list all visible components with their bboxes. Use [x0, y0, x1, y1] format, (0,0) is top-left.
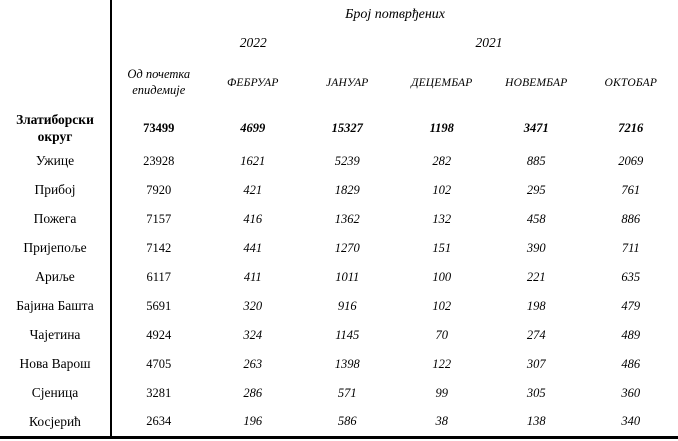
col-header-novembar: НОВЕМБАР	[505, 77, 568, 89]
cell-decembar: 102	[432, 183, 452, 197]
cell-novembar: 295	[526, 183, 546, 197]
cell-cumulative-total: 7157	[146, 212, 172, 226]
table-title: Број потврђених	[345, 7, 445, 22]
cell-decembar: 282	[432, 154, 452, 168]
table-header	[0, 0, 678, 110]
col-header-januar: ЈАНУАР	[325, 77, 369, 89]
cell-januar: 1829	[334, 183, 360, 197]
row-label: Бајина Башта	[0, 292, 111, 321]
cell-oktobar: 340	[621, 414, 641, 429]
cell-cumulative-total: 5691	[146, 299, 172, 313]
table-row	[0, 147, 678, 176]
cell-novembar: 458	[526, 212, 546, 226]
cell-novembar: 3471	[523, 121, 549, 135]
cell-februar: 421	[243, 183, 263, 197]
cell-januar: 1398	[334, 357, 360, 371]
corner-cell	[0, 0, 111, 30]
corner-cell	[0, 30, 111, 56]
row-label: Ужице	[0, 147, 111, 176]
corner-cell	[0, 56, 111, 110]
cell-novembar: 138	[526, 414, 546, 429]
cell-februar: 320	[243, 299, 263, 313]
cell-cumulative-total: 2634	[146, 414, 172, 429]
cell-januar: 1362	[334, 212, 360, 226]
cell-januar: 586	[337, 414, 357, 429]
cell-cumulative-total: 7142	[146, 241, 172, 255]
cell-januar: 1011	[335, 270, 360, 284]
cell-novembar: 305	[526, 386, 546, 400]
cell-januar: 571	[337, 386, 357, 400]
cell-decembar: 1198	[429, 121, 454, 135]
cell-februar: 196	[243, 414, 263, 429]
row-label: Нова Варош	[0, 350, 111, 379]
cell-decembar: 70	[435, 328, 448, 342]
row-label: Прибој	[0, 176, 111, 205]
row-label: Чајетина	[0, 321, 111, 350]
table-row	[0, 408, 678, 437]
cell-decembar: 38	[435, 414, 448, 429]
table-body	[0, 110, 678, 437]
col-header-oktobar: ОКТОБАР	[604, 77, 658, 89]
cell-februar: 1621	[240, 154, 266, 168]
cell-oktobar: 711	[621, 241, 640, 255]
row-label: Златиборски округ	[0, 110, 111, 147]
cell-cumulative-total: 3281	[146, 386, 172, 400]
year-2021-header: 2021	[475, 35, 503, 50]
table-row	[0, 379, 678, 408]
cell-cumulative-total: 6117	[146, 270, 172, 284]
cell-novembar: 221	[526, 270, 546, 284]
table-row	[0, 205, 678, 234]
col-header-februar: ФЕБРУАР	[226, 77, 279, 89]
cell-cumulative-total: 23928	[143, 154, 175, 168]
cell-decembar: 100	[432, 270, 452, 284]
cell-oktobar: 761	[621, 183, 641, 197]
col-header-decembar: ДЕЦЕМБАР	[411, 77, 473, 89]
cell-oktobar: 886	[621, 212, 641, 226]
table-row	[0, 321, 678, 350]
col-header-cumulative: Од почетка епидемије	[127, 67, 191, 97]
cell-oktobar: 489	[621, 328, 641, 342]
empty-cell	[584, 30, 678, 56]
table-row	[0, 350, 678, 379]
cell-cumulative-total: 7920	[146, 183, 172, 197]
cell-cumulative-total: 73499	[143, 121, 175, 135]
table-row	[0, 263, 678, 292]
cell-decembar: 122	[432, 357, 452, 371]
table-row	[0, 110, 678, 147]
row-label: Косјерић	[0, 408, 111, 437]
cell-februar: 416	[243, 212, 263, 226]
cell-januar: 5239	[334, 154, 360, 168]
cell-oktobar: 486	[621, 357, 641, 371]
cell-oktobar: 479	[621, 299, 641, 313]
row-label: Сјеница	[0, 379, 111, 408]
title-row	[0, 0, 678, 30]
cell-februar: 4699	[240, 121, 266, 135]
cell-februar: 286	[243, 386, 263, 400]
cell-novembar: 307	[526, 357, 546, 371]
cell-cumulative-total: 4924	[146, 328, 172, 342]
cell-februar: 324	[243, 328, 263, 342]
cell-oktobar: 7216	[618, 121, 644, 135]
cell-januar: 1145	[335, 328, 360, 342]
cell-oktobar: 2069	[618, 154, 644, 168]
column-header-row	[0, 56, 678, 110]
cell-januar: 916	[337, 299, 357, 313]
cell-novembar: 390	[526, 241, 546, 255]
row-label: Пријепоље	[0, 234, 111, 263]
cell-decembar: 102	[432, 299, 452, 313]
cell-novembar: 198	[526, 299, 546, 313]
cell-oktobar: 635	[621, 270, 641, 284]
cell-februar: 411	[243, 270, 262, 284]
cell-januar: 15327	[331, 121, 363, 135]
cell-decembar: 132	[432, 212, 452, 226]
table-row	[0, 176, 678, 205]
row-label: Пожега	[0, 205, 111, 234]
cell-oktobar: 360	[621, 386, 641, 400]
cell-cumulative-total: 4705	[146, 357, 172, 371]
cell-novembar: 885	[526, 154, 546, 168]
cell-decembar: 151	[432, 241, 452, 255]
row-label: Ариље	[0, 263, 111, 292]
table-row	[0, 234, 678, 263]
cell-novembar: 274	[526, 328, 546, 342]
year-2022-header: 2022	[239, 35, 267, 50]
cell-februar: 263	[243, 357, 263, 371]
cell-januar: 1270	[334, 241, 360, 255]
year-row	[0, 30, 678, 56]
table-row	[0, 292, 678, 321]
cell-decembar: 99	[435, 386, 448, 400]
cell-februar: 441	[243, 241, 263, 255]
